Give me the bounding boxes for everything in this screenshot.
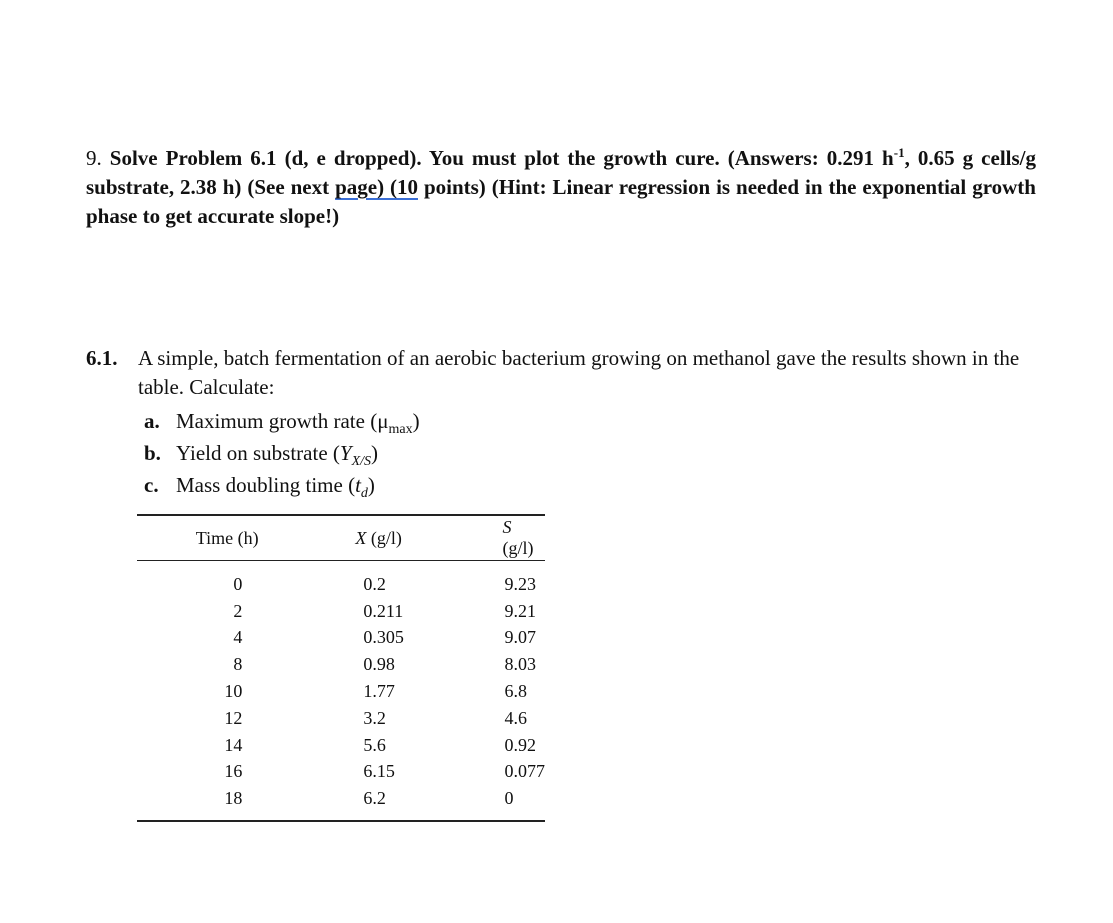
- table-row: [137, 651, 545, 678]
- unit-exponent: -1: [893, 145, 905, 160]
- problem-9-text-end: points) (Hint: Linear regression is needed in the exponential growth phase to get accurate slope!): [86, 175, 1036, 228]
- part-c: [144, 469, 420, 501]
- cell-time: 14: [224, 734, 243, 755]
- problem-6-1-parts: [144, 405, 420, 501]
- cell-x: 3.2: [363, 707, 386, 728]
- part-c-close: ): [367, 473, 375, 497]
- part-a: [144, 405, 420, 437]
- cell-s: 8.03: [504, 654, 536, 675]
- part-c-letter: c.: [144, 473, 159, 497]
- cell-s: 9.21: [504, 600, 536, 621]
- header-x-unit: (g/l): [366, 527, 402, 548]
- part-b-text: Yield on substrate (: [176, 441, 340, 465]
- cell-s: 0.92: [504, 734, 536, 755]
- table-row: [137, 561, 545, 598]
- cell-x: 1.77: [363, 681, 395, 702]
- cell-time: 4: [233, 627, 243, 648]
- table-row: [137, 759, 545, 786]
- header-s-unit: (g/l): [502, 538, 534, 558]
- problem-6-1-number: 6.1.: [86, 346, 118, 370]
- problem-9-number: 9.: [86, 146, 102, 170]
- cell-s: 0.077: [504, 761, 545, 782]
- cell-x: 0.211: [363, 600, 404, 621]
- part-b-close: ): [371, 441, 379, 465]
- problem-6-1-text: A simple, batch fermentation of an aerobic bacterium growing on methanol gave the results shown in the table. Calculate:: [138, 346, 1020, 399]
- header-x: [317, 515, 464, 561]
- cell-time: 2: [233, 600, 243, 621]
- table-header-row: [137, 515, 545, 561]
- part-c-subscript: d: [360, 486, 368, 501]
- cell-time: 16: [224, 761, 243, 782]
- part-a-close: ): [412, 409, 420, 433]
- cell-s: 9.23: [504, 573, 536, 594]
- cell-time: 0: [233, 573, 243, 594]
- cell-x: 6.15: [363, 761, 395, 782]
- part-b: [144, 437, 420, 469]
- problem-9-text-cont: , 0.65 g cells/g substrate, 2.38 h) (See next: [86, 146, 1037, 199]
- cell-s: 0: [465, 785, 546, 821]
- part-b-symbol: Y: [339, 441, 352, 465]
- fermentation-data-table: [137, 514, 545, 822]
- part-a-subscript: max: [388, 422, 413, 437]
- header-s-var: S: [502, 517, 512, 537]
- cell-s: 6.8: [504, 681, 527, 702]
- problem-6-1-intro: [86, 344, 1041, 402]
- problem-9-statement: [86, 144, 1036, 231]
- table-row: [137, 678, 545, 705]
- part-c-symbol: t: [355, 473, 361, 497]
- part-c-text: Mass doubling time (: [176, 473, 356, 497]
- cell-s: 9.07: [504, 627, 536, 648]
- cell-x: 0.2: [363, 573, 386, 594]
- part-a-letter: a.: [144, 409, 160, 433]
- cell-time: 18: [137, 785, 317, 821]
- table-row: [137, 732, 545, 759]
- header-s: [465, 515, 546, 561]
- part-b-letter: b.: [144, 441, 161, 465]
- cell-s: 4.6: [504, 707, 527, 728]
- part-b-subscript: X/S: [351, 454, 372, 469]
- next-page-link[interactable]: page) (10: [335, 175, 418, 199]
- table-row: [137, 785, 545, 821]
- table-row: [137, 598, 545, 625]
- part-a-text: Maximum growth rate (: [176, 409, 378, 433]
- cell-time: 8: [233, 654, 243, 675]
- cell-time: 12: [224, 707, 243, 728]
- header-time: Time (h): [137, 515, 317, 561]
- cell-x: 5.6: [363, 734, 386, 755]
- table-row: [137, 625, 545, 652]
- cell-x: 0.305: [363, 627, 404, 648]
- problem-9-text: Solve Problem 6.1 (d, e dropped). You must plot the growth cure. (Answers: 0.291 h: [109, 146, 894, 170]
- cell-x: 6.2: [317, 785, 464, 821]
- cell-x: 0.98: [363, 654, 395, 675]
- cell-time: 10: [224, 681, 243, 702]
- part-a-symbol: μ: [377, 409, 389, 433]
- table-row: [137, 705, 545, 732]
- header-x-var: X: [355, 527, 367, 548]
